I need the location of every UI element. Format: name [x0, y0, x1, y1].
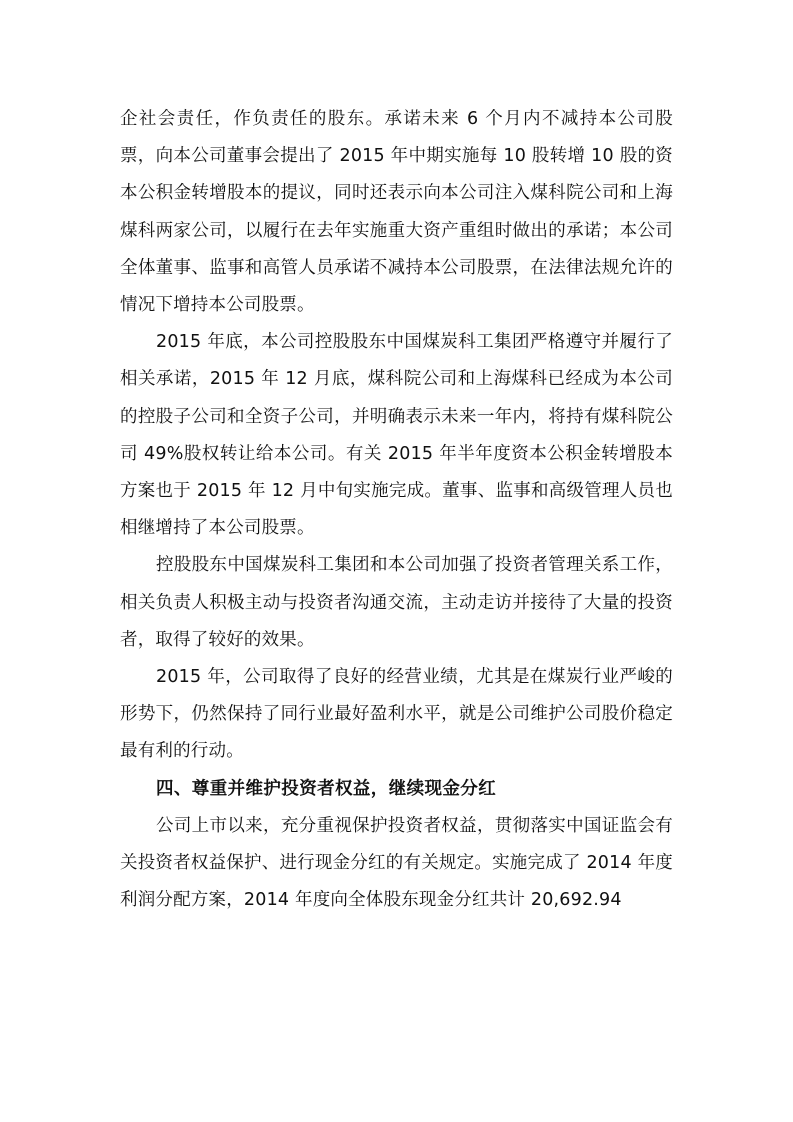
paragraph-shareholder-commitment: 企社会责任，作负责任的股东。承诺未来 6 个月内不减持本公司股票，向本公司董事会提出了 2015 年中期实施每 10 股转增 10 股的资本公积金转增股本的提议，同时还表示向本公司注入煤科院公司和上海煤科两家公司，以履行在去年实施重大资产重组时做出的承诺；本公司全体董事、监事和高管人员承诺不减持本公司股票，在法律法规允许的情况下增持本公司股票。 — [120, 109, 673, 316]
paragraph-cash-dividend: 公司上市以来，充分重视保护投资者权益，贯彻落实中国证监会有关投资者权益保护、进行现金分红的有关规定。实施完成了 2014 年度利润分配方案，2014 年度向全体股东现金分红共计 20,692.94 — [120, 815, 673, 911]
paragraph-investor-relations: 控股股东中国煤炭科工集团和本公司加强了投资者管理关系工作，相关负责人积极主动与投资者沟通交流，主动走访并接待了大量的投资者，取得了较好的效果。 — [120, 555, 673, 650]
section-heading-investor-rights: 四、尊重并维护投资者权益，继续现金分红 — [156, 778, 497, 799]
paragraph-commitment-fulfilled: 2015 年底，本公司控股股东中国煤炭科工集团严格遵守并履行了相关承诺，2015 年 12 月底，煤科院公司和上海煤科已经成为本公司的控股子公司和全资子公司，并明确表示未来一年内，将持有煤科院公司 49%股权转让给本公司。有关 2015 年半年度资本公积金转增股本方案也于 2015 年 12 月中旬实施完成。董事、监事和高级管理人员也相继增持了本公司股票。 — [120, 332, 673, 539]
paragraph-operating-results: 2015 年，公司取得了良好的经营业绩，尤其是在煤炭行业严峻的形势下，仍然保持了同行业最好盈利水平，就是公司维护公司股价稳定最有利的行动。 — [120, 667, 673, 762]
document-body — [120, 101, 673, 919]
